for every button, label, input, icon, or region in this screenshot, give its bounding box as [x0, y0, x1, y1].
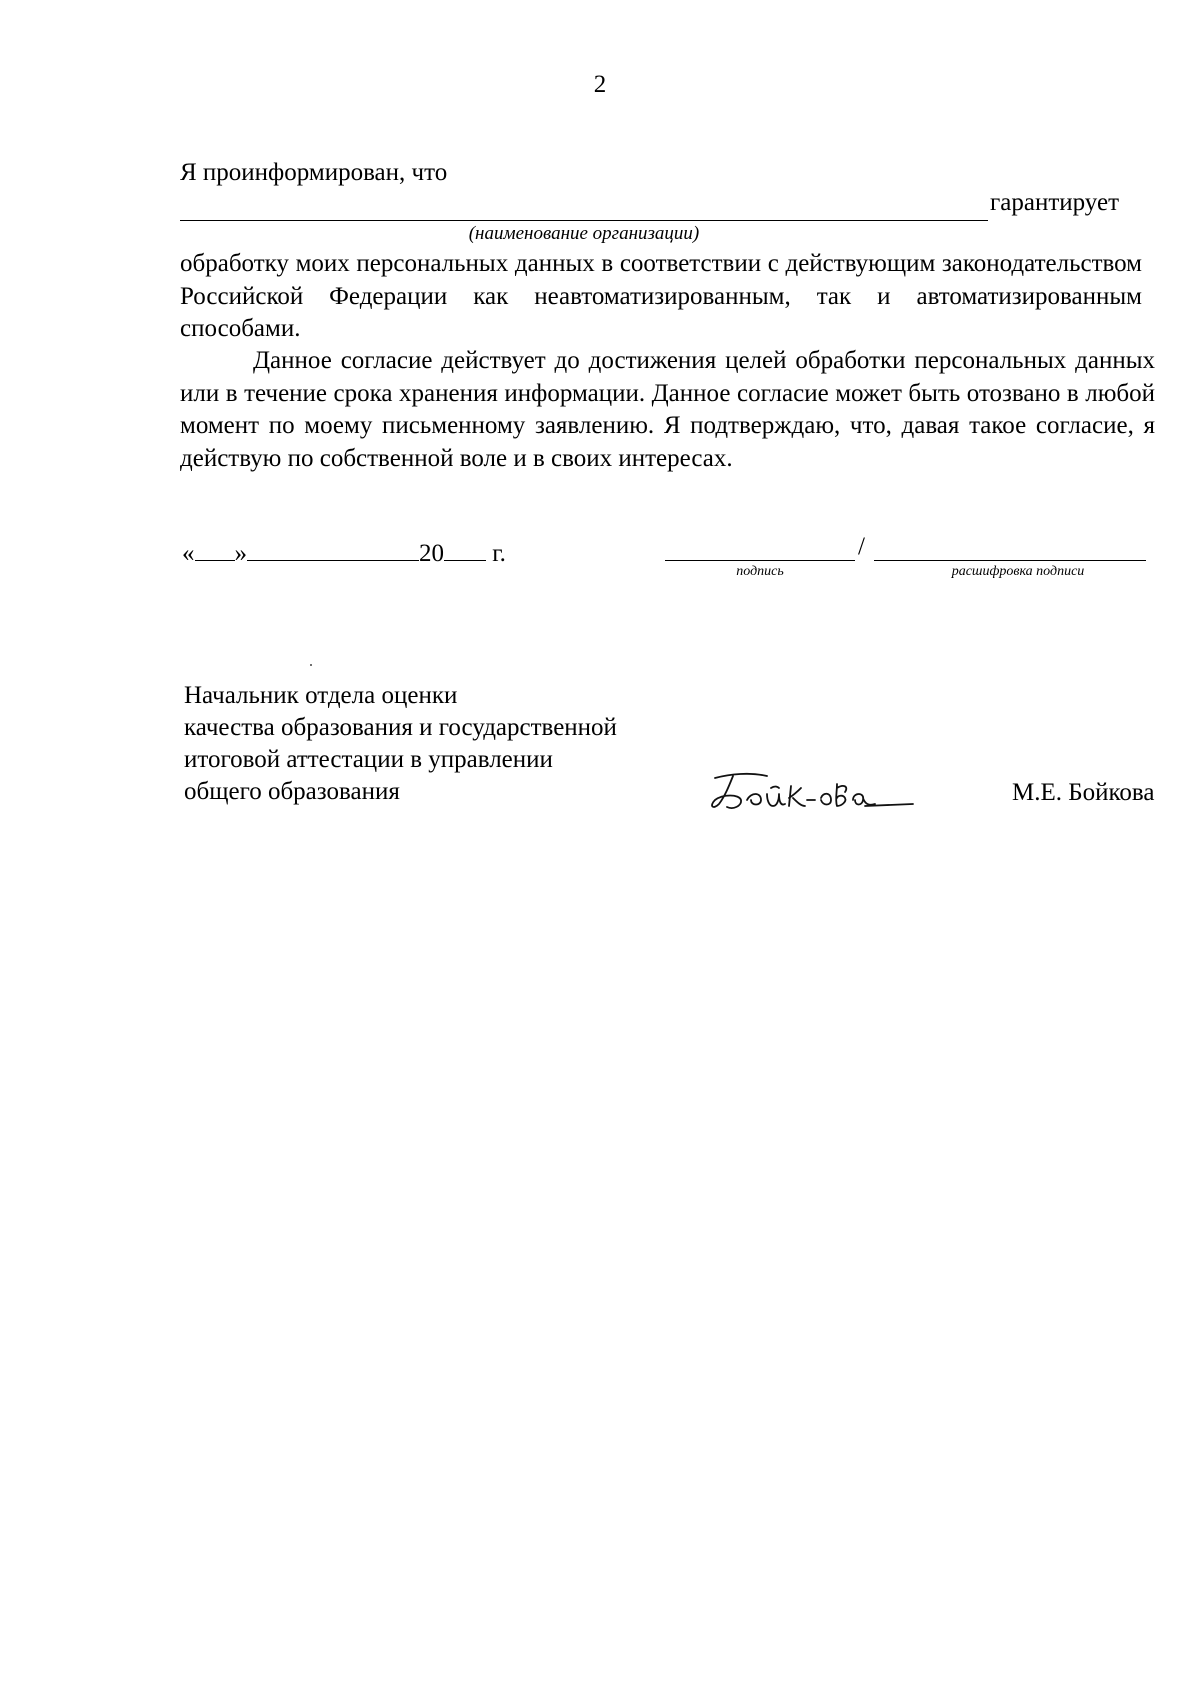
signature-caption: подпись [736, 564, 784, 579]
day-blank[interactable] [195, 536, 235, 561]
position-line: Начальник отдела оценки [184, 682, 458, 709]
organization-name-caption: (наименование организации) [468, 223, 700, 244]
date-close-quote: » [234, 540, 247, 567]
year-prefix: 20 [419, 540, 444, 567]
validity-paragraph: Данное согласие действует до достижения целей обработки персональных данных или в течение срока хранения информации. Данное согласие может быть отозвано в любой момент по моему письменному заявлению. Я подтверждаю, что, давая такое согласие, я действую по собственной воле и в своих интересах. [180, 347, 1155, 472]
position-line: качества образования и государственной [184, 714, 617, 741]
signature-decode-line[interactable] [874, 560, 1146, 561]
year-suffix: г. [492, 540, 506, 567]
guarantees-label: гарантирует [990, 189, 1119, 216]
signature-decode-caption: расшифровка подписи [951, 564, 1085, 579]
signature-separator: / [858, 533, 865, 560]
page-number: 2 [593, 71, 607, 98]
position-line: общего образования [184, 778, 400, 805]
organization-name-field[interactable] [180, 220, 988, 221]
signer-name: М.Е. Бойкова [1012, 779, 1155, 806]
date-field [182, 536, 506, 569]
date-open-quote: « [182, 540, 195, 567]
informed-statement: Я проинформирован, что [180, 159, 448, 186]
handwritten-signature [705, 760, 920, 820]
signature-line[interactable] [665, 560, 855, 561]
position-line: итоговой аттестации в управлении [184, 746, 553, 773]
processing-paragraph: обработку моих персональных данных в соответствии с действующим законодательством Российской Федерации как неавтоматизированным, так и автоматизированным способами. [180, 250, 1142, 342]
year-blank[interactable] [444, 536, 486, 561]
scan-speck [310, 664, 312, 666]
signer-position [184, 680, 617, 808]
month-blank[interactable] [247, 536, 419, 561]
